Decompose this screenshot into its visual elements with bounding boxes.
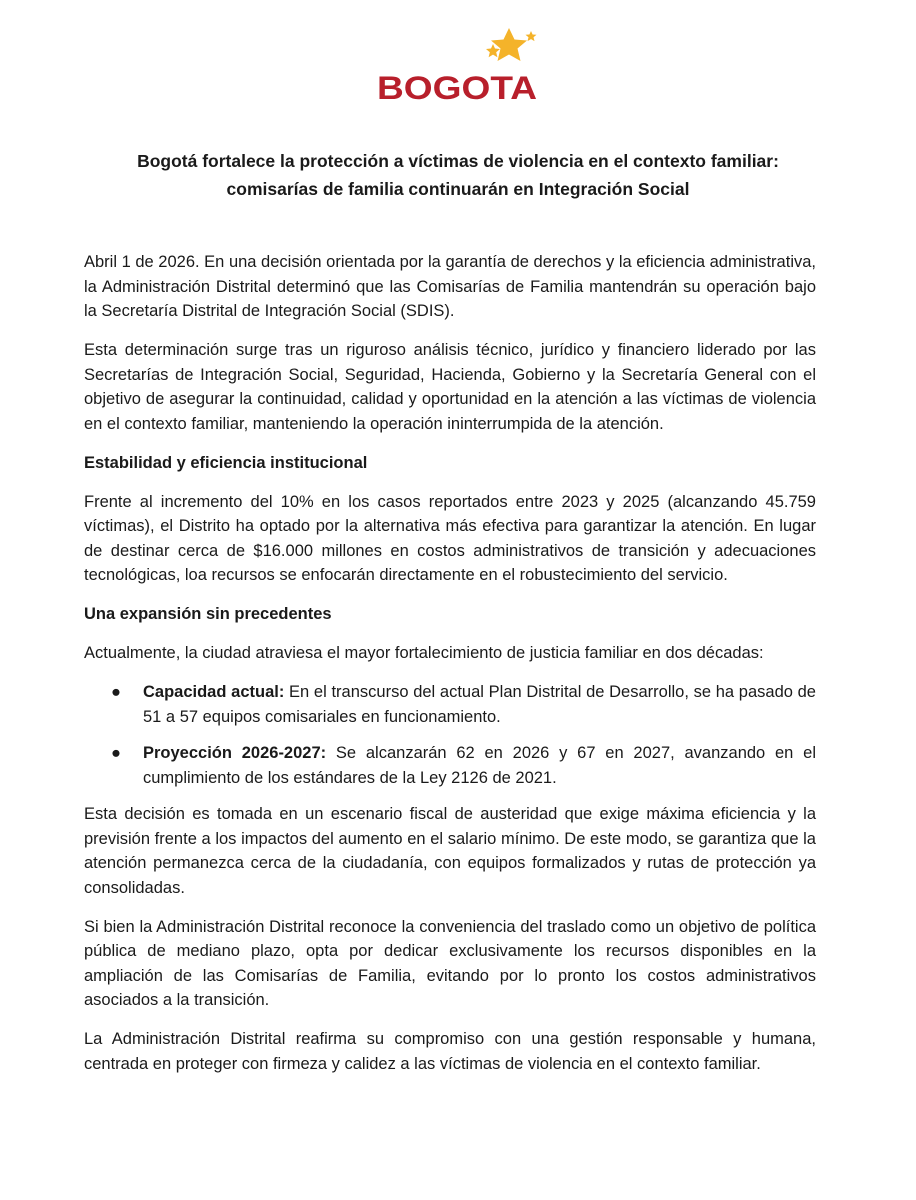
- bullet-text: Se alcanzarán 62 en 2026 y 67 en 2027, avanzando en el cumplimiento de los estándares de la Ley 2126 de 2021.: [143, 744, 816, 787]
- bullet-icon: ●: [111, 744, 121, 762]
- bogota-logo: [374, 28, 546, 112]
- document-body: [84, 250, 816, 1091]
- bullet-label: Proyección 2026-2027:: [143, 744, 327, 762]
- paragraph-transfer: Si bien la Administración Distrital reconoce la conveniencia del traslado como un objetivo de política pública de mediano plazo, opta por dedicar exclusivamente los recursos disponibles en la ampliación de las Comisarías de Familia, evitando por lo pronto los costos administrativos asociados a la transición.: [84, 917, 816, 1009]
- title-line-1: Bogotá fortalece la protección a víctimas de violencia en el contexto familiar:: [137, 151, 779, 171]
- paragraph-stability: Frente al incremento del 10% en los casos reportados entre 2023 y 2025 (alcanzando 45.759 víctimas), el Distrito ha optado por la alternativa más efectiva para garantizar la atención. En lugar de destinar cerca de $16.000 millones en costos administrativos de transición y adecuaciones tecnológicas, loa recursos se enfocarán directamente en el robustecimiento del servicio.: [84, 492, 816, 584]
- list-item: [84, 741, 816, 790]
- paragraph-intro: Abril 1 de 2026. En una decisión orientada por la garantía de derechos y la eficiencia administrativa, la Administración Distrital determinó que las Comisarías de Familia mantendrán su operación bajo la Secretaría Distrital de Integración Social (SDIS).: [84, 253, 816, 320]
- page-title: [84, 147, 832, 203]
- title-line-2: comisarías de familia continuarán en Integración Social: [226, 179, 690, 199]
- list-item: [84, 680, 816, 729]
- paragraph-expansion-intro: Actualmente, la ciudad atraviesa el mayor fortalecimiento de justicia familiar en dos décadas:: [84, 644, 764, 662]
- bullet-text: En el transcurso del actual Plan Distrital de Desarrollo, se ha pasado de 51 a 57 equipos comisariales en funcionamiento.: [143, 683, 816, 726]
- logo-wordmark: BOGOTA: [377, 70, 537, 106]
- paragraph-commitment: La Administración Distrital reafirma su compromiso con una gestión responsable y humana, centrada en proteger con firmeza y calidez a las víctimas de violencia en el contexto familiar.: [84, 1030, 816, 1073]
- section-heading-expansion: Una expansión sin precedentes: [84, 605, 332, 623]
- bogota-logo-graphic: [374, 28, 546, 112]
- star-icon: [526, 31, 537, 41]
- section-heading-stability: Estabilidad y eficiencia institucional: [84, 453, 368, 472]
- bullet-icon: ●: [111, 683, 121, 701]
- paragraph-fiscal: Esta decisión es tomada en un escenario fiscal de austeridad que exige máxima eficiencia y la previsión frente a los impactos del aumento en el salario mínimo. De este modo, se garantiza que la atención permanezca cerca de la ciudadanía, con equipos formalizados y rutas de protección ya consolidadas.: [84, 805, 816, 897]
- paragraph-analysis: Esta determinación surge tras un riguroso análisis técnico, jurídico y financiero liderado por las Secretarías de Integración Social, Seguridad, Hacienda, Gobierno y la Secretaría General con el objetivo de asegurar la continuidad, calidad y oportunidad en la atención a las víctimas de violencia en el contexto familiar, manteniendo la operación ininterrumpida de la atención.: [84, 341, 816, 433]
- bullet-list: [84, 680, 816, 790]
- bullet-label: Capacidad actual:: [143, 683, 285, 701]
